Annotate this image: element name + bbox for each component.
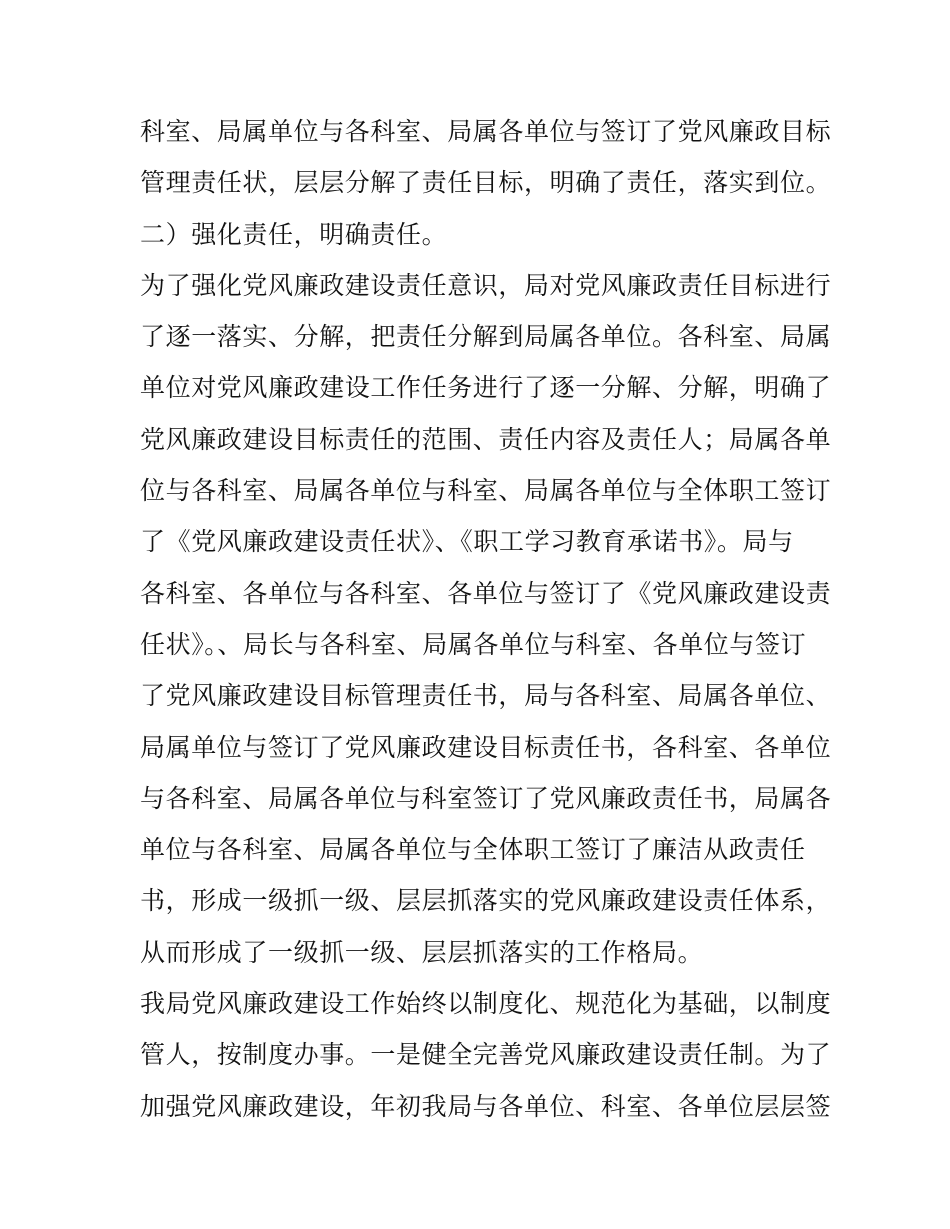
text-line: 各科室、各单位与各科室、各单位与签订了《党风廉政建设责 xyxy=(140,578,832,608)
text-line: 单位对党风廉政建设工作任务进行了逐一分解、分解，明确了 xyxy=(140,373,832,403)
text-line: 为了强化党风廉政建设责任意识，局对党风廉政责任目标进行 xyxy=(140,270,832,300)
body-text xyxy=(140,106,832,1132)
text-line: 位与各科室、局属各单位与科室、局属各单位与全体职工签订 xyxy=(140,476,832,506)
text-line: 了逐一落实、分解，把责任分解到局属各单位。各科室、局属 xyxy=(140,322,832,352)
text-line: 从而形成了一级抓一级、层层抓落实的工作格局。 xyxy=(140,937,704,967)
text-line: 了《党风廉政建设责任状》、《职工学习教育承诺书》。局与 xyxy=(140,527,794,557)
text-line: 局属单位与签订了党风廉政建设目标责任书，各科室、各单位 xyxy=(140,732,832,762)
section-heading: 二）强化责任，明确责任。 xyxy=(140,219,448,249)
text-line: 科室、局属单位与各科室、局属各单位与签订了党风廉政目标 xyxy=(140,117,832,146)
text-line: 任状》。、局长与各科室、局属各单位与科室、各单位与签订 xyxy=(140,629,807,659)
text-line: 加强党风廉政建设，年初我局与各单位、科室、各单位层层签 xyxy=(140,1091,832,1121)
text-line: 管人，按制度办事。一是健全完善党风廉政建设责任制。为了 xyxy=(140,1040,832,1070)
text-line: 党风廉政建设目标责任的范围、责任内容及责任人；局属各单 xyxy=(140,424,832,454)
text-line: 管理责任状，层层分解了责任目标，明确了责任，落实到位。 xyxy=(140,168,832,198)
text-line: 我局党风廉政建设工作始终以制度化、规范化为基础，以制度 xyxy=(140,989,832,1019)
text-line: 与各科室、局属各单位与科室签订了党风廉政责任书，局属各 xyxy=(140,783,832,813)
text-line: 书，形成一级抓一级、层层抓落实的党风廉政建设责任体系， xyxy=(140,886,832,916)
text-line: 单位与各科室、局属各单位与全体职工签订了廉洁从政责任 xyxy=(140,835,806,865)
text-line: 了党风廉政建设目标管理责任书，局与各科室、局属各单位、 xyxy=(140,681,832,711)
